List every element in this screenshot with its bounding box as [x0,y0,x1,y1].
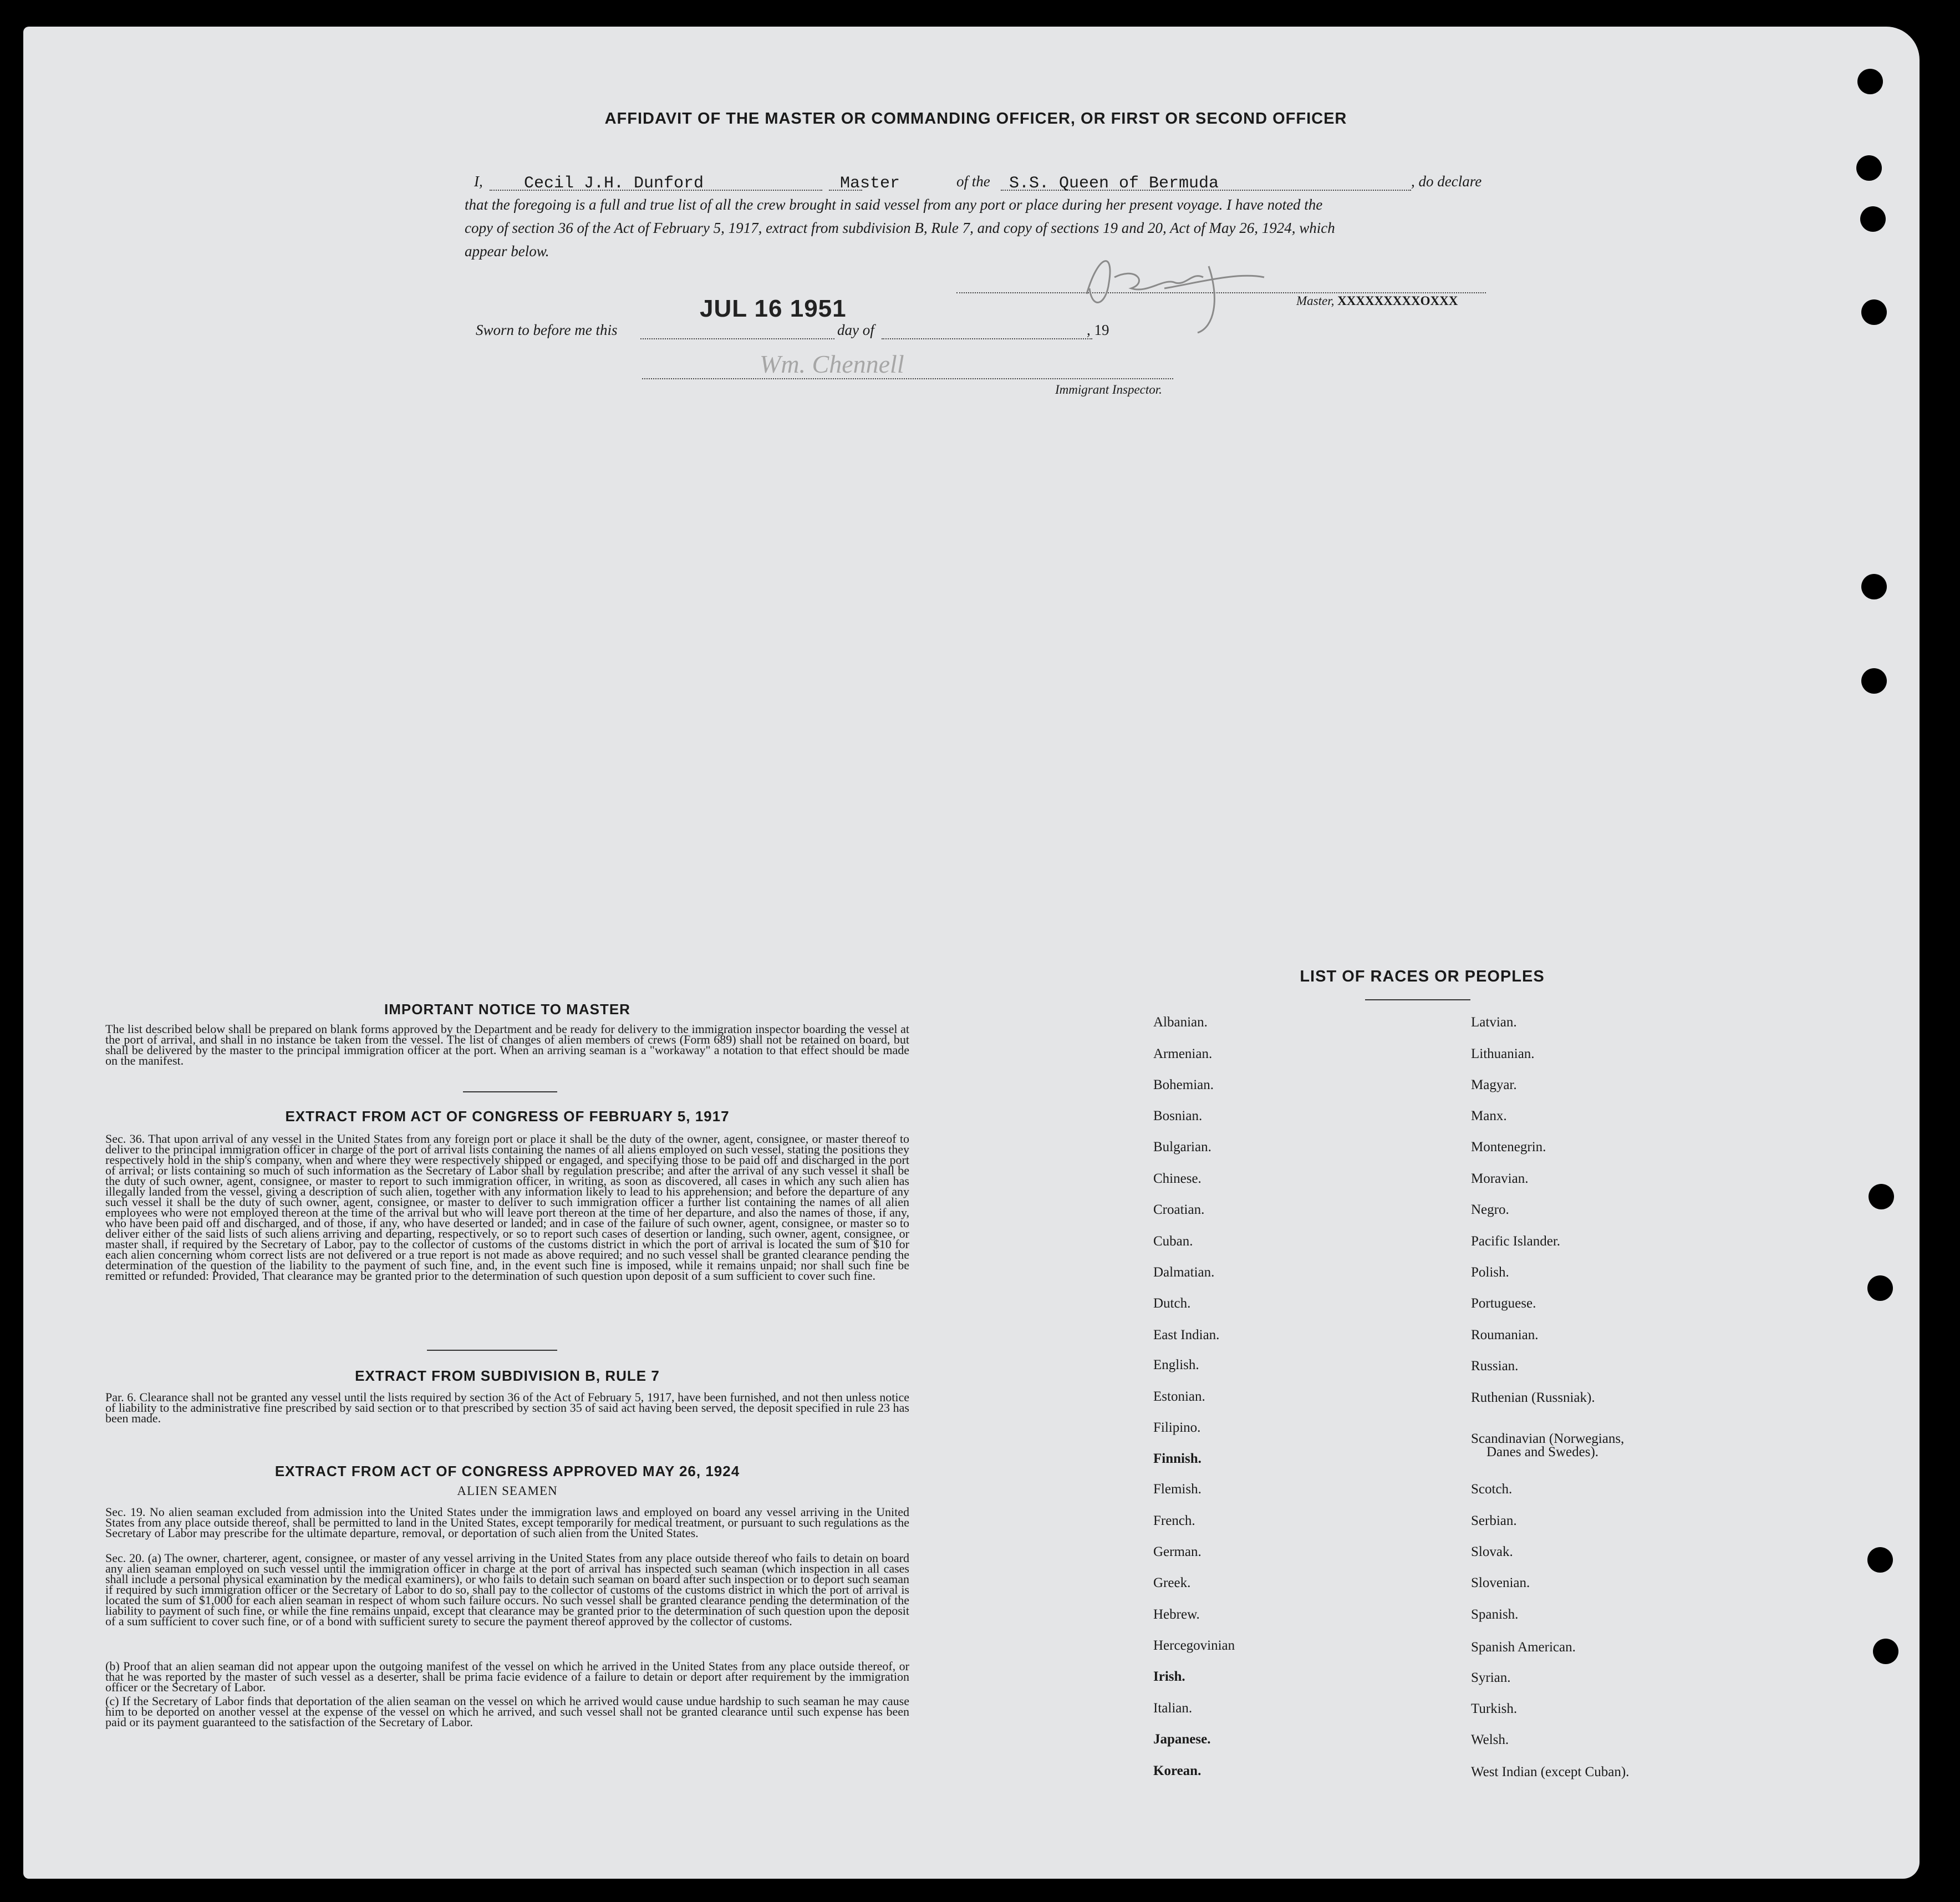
do-declare: , do declare [1411,173,1482,190]
punch-hole [1869,1184,1894,1209]
affidavit-line-4: appear below. [465,243,549,260]
affidavit-line-3: copy of section 36 of the Act of February 5, 1917, extract from subdivision B, Rule 7, and copy of sections 19 and 20, Act of May 26, 1924, which [465,220,1335,236]
race-item: Montenegrin. [1471,1140,1546,1155]
race-item: English. [1153,1357,1199,1372]
race-item: Portuguese. [1471,1296,1536,1311]
punch-hole [1873,1639,1898,1664]
year-prefix: , 19 [1087,322,1109,338]
race-item: Greek. [1153,1575,1191,1590]
extract-1924-title: EXTRACT FROM ACT OF CONGRESS APPROVED MAY 26, 1924 [274,1463,740,1479]
race-item: Roumanian. [1471,1328,1539,1342]
race-item: Spanish. [1471,1607,1519,1622]
race-item: Turkish. [1471,1701,1518,1716]
race-item: Ruthenian (Russniak). [1471,1390,1595,1405]
race-item: Bosnian. [1153,1108,1203,1123]
punch-hole [1867,1547,1893,1573]
race-item: Latvian. [1471,1015,1517,1030]
race-item: Japanese. [1153,1732,1211,1747]
master-rank: Master [840,174,900,193]
punch-hole [1856,155,1882,181]
race-item: Slovenian. [1471,1575,1530,1590]
extract-1917-text: Sec. 36. That upon arrival of any vessel in the United States from any foreign port or place it shall be the duty of the owner, agent, consignee, or master thereof to deliver to the principal immigration officer in charge of the port of arrival lists containing the names of all aliens employed on such vessel, stating the positions they respectively hold in the ship's company, when and where they were respectively shipped or engaged, and specifying those to be paid off and discharged in the port of arrival; or lists containing so much of such information as the Secretary of Labor shall by regulation prescribe; and after the arrival of any such vessel it shall be the duty of such owner, agent, consignee, or master to report to such immigration officer, in writing, as soon as discovered, all cases in which any such alien has illegally landed from the vessel, giving a description of such alien, together with any information likely to lead to his apprehension; and before the departure of any such vessel it shall be the duty of such owner, agent, consignee, or master to deliver to such immigration officer a further list containing the names of all alien employees who were not employed thereon at the time of the arrival but who will leave port thereon at the time of her departure, and also the names of those, if any, who have been paid off and discharged, and of those, if any, who have deserted or landed; and in case of the failure of such owner, agent, consignee, or master so to deliver either of the said lists of such aliens arriving and departing, respectively, or so to report such cases of desertion or landing, such owner, agent, consignee, or master shall, if required by the Secretary of Labor, pay to the collector of customs of the customs district in which the port of arrival is located the sum of $10 for each alien concerning whom correct lists are not delivered or a true report is not made as above required; and no such vessel shall be granted clearance pending the determination of the question of the liability to the payment of such fine, and, in the event such fine is imposed, while it remains unpaid; nor shall such fine be remitted or refunded: Provided, That clearance may be granted prior to the determination of such question upon deposit of a sum sufficient to cover such fine. [105,1132,909,1283]
race-item: Bohemian. [1153,1077,1214,1092]
day-of-label: day of [837,322,874,338]
extract-1917-title: EXTRACT FROM ACT OF CONGRESS OF FEBRUARY 5, 1917 [285,1108,730,1125]
affidavit-line-1 [474,173,1489,192]
punch-hole [1861,668,1887,694]
race-item: Albanian. [1153,1015,1208,1030]
sec20c-text: (c) If the Secretary of Labor finds that deportation of the alien seaman on the vessel on which he arrived would cause undue hardship to such seaman he may cause him to be deported on another vessel at the expense of the vessel on which he arrived, and such vessel shall not be granted clearance until such expense has been paid or its payment guaranteed to the satisfaction of the Secretary of Labor. [105,1694,909,1729]
of-the-label: of the [956,173,990,190]
race-item: Serbian. [1471,1513,1517,1528]
race-item: Pacific Islander. [1471,1234,1561,1249]
race-item: Dalmatian. [1153,1265,1215,1280]
race-item: Estonian. [1153,1389,1205,1404]
punch-hole [1860,206,1886,232]
sec20b-text: (b) Proof that an alien seaman did not appear upon the outgoing manifest of the vessel on which he arrived in the United States from any place outside thereof, or that he was reported by the master of such vessel as a deserter, shall be prima facie evidence of a failure to detain or deport after requirement by the immigration officer or the Secretary of Labor. [105,1659,909,1694]
sec20a-text: Sec. 20. (a) The owner, charterer, agent, consignee, or master of any vessel arriving in the United States from any place outside thereof who fails to detain on board any alien seaman employed on such vessel until the immigration officer in charge at the port of arrival has inspected such seaman (which inspection in all cases shall include a personal physical examination by the medical examiners), or who fails to detain such seaman on board after such inspection or to deport such seaman if required by such immigration officer or the Secretary of Labor to do so, shall pay to the collector of customs of the customs district in which the port of arrival is located the sum of $1,000 for each alien seaman in respect of whom such failure occurs. No such vessel shall be granted clearance pending the determination of the liability to payment of such fine, or while the fine remains unpaid, except that clearance may be granted prior to the determination of such question upon the deposit of a sum sufficient to cover such fine, or of a bond with sufficient surety to secure the payment thereof approved by the collector of customs. [105,1551,909,1628]
race-item: Slovak. [1471,1544,1513,1559]
race-item: Magyar. [1471,1077,1517,1092]
race-item: Armenian. [1153,1046,1213,1061]
affidavit-line-2: that the foregoing is a full and true list of all the crew brought in said vessel from any port or place during her present voyage. I have noted the [465,196,1323,213]
race-item: Chinese. [1153,1171,1202,1186]
race-item: Negro. [1471,1202,1509,1217]
punch-hole [1861,299,1887,325]
race-item: Spanish American. [1471,1640,1576,1655]
race-item: Syrian. [1471,1670,1511,1685]
race-item: Welsh. [1471,1732,1509,1747]
inspector-signature-line [642,378,1173,379]
race-item: Scandinavian (Norwegians, [1471,1431,1625,1446]
race-item: Bulgarian. [1153,1140,1211,1155]
race-item: Scotch. [1471,1482,1513,1497]
rule7-title: EXTRACT FROM SUBDIVISION B, RULE 7 [355,1367,660,1384]
race-item: Dutch. [1153,1296,1191,1311]
race-item: Filipino. [1153,1420,1201,1435]
race-item: Polish. [1471,1265,1509,1280]
race-item: East Indian. [1153,1328,1220,1342]
race-item: West Indian (except Cuban). [1471,1764,1630,1779]
race-item: Irish. [1153,1669,1185,1684]
master-label: Master, [1296,294,1335,308]
sec19-text: Sec. 19. No alien seaman excluded from admission into the United States under the immigration laws and employed on board any vessel arriving in the United States from any place outside thereof, shall be permitted to land in the United States, except temporarily for medical treatment, or pursuant to such regulations as the Secretary of Labor may prescribe for the ultimate departure, removal, or deportation of such alien from the United States. [105,1505,909,1540]
race-item: Lithuanian. [1471,1046,1535,1061]
race-item: Korean. [1153,1763,1202,1778]
race-item: Manx. [1471,1108,1507,1123]
race-item: Croatian. [1153,1202,1205,1217]
i-label: I, [474,173,483,190]
races-title: LIST OF RACES OR PEOPLES [1300,968,1545,985]
sworn-label: Sworn to before me this [476,322,618,338]
race-item: French. [1153,1513,1195,1528]
race-item: Moravian. [1471,1171,1529,1186]
race-item: Cuban. [1153,1234,1193,1249]
rule7-text: Par. 6. Clearance shall not be granted any vessel until the lists required by section 36 of the Act of February 5, 1917, have been furnished, and not then unless notice of liability to the administrative fine prescribed by said section or to that prescribed by section 35 of said act having been served, the deposit specified in rule 23 has been made. [105,1390,909,1425]
affidavit-title: AFFIDAVIT OF THE MASTER OR COMMANDING OFFICER, OR FIRST OR SECOND OFFICER [604,110,1347,128]
master-name: Cecil J.H. Dunford [524,174,704,193]
race-item: Russian. [1471,1359,1519,1374]
punch-hole [1861,574,1887,599]
punch-hole [1857,69,1883,94]
extract-1924-subtitle: ALIEN SEAMEN [457,1484,558,1498]
notice-title: IMPORTANT NOTICE TO MASTER [384,1001,630,1018]
race-item: Hebrew. [1153,1607,1200,1622]
notice-text: The list described below shall be prepared on blank forms approved by the Department and be ready for delivery to the immigration inspector boarding the vessel at the port of arrival, and shall in no instance be taken from the vessel. The list of changes of alien members of crews (Form 689) shall not be retained on board, but shall be delivered by the master to the principal immigration officer at the port. When an arriving seaman is a "workaway" a notation to that effect should be made on the manifest. [105,1022,909,1067]
race-item: Flemish. [1153,1482,1202,1497]
master-struck-text: XXXXXXXXXOXXX [1337,294,1458,308]
inspector-label: Immigrant Inspector. [1055,383,1162,396]
punch-hole [1867,1275,1893,1301]
race-item: German. [1153,1544,1202,1559]
vessel-name: S.S. Queen of Bermuda [1009,174,1219,193]
race-item: Italian. [1153,1701,1193,1716]
master-title [1296,294,1458,308]
race-item: Finnish. [1153,1451,1202,1466]
race-item: Hercegovinian [1153,1638,1235,1653]
inspector-signature: Wm. Chennell [760,350,904,378]
date-stamp: JUL 16 1951 [700,295,847,322]
race-item: Danes and Swedes). [1486,1445,1599,1459]
